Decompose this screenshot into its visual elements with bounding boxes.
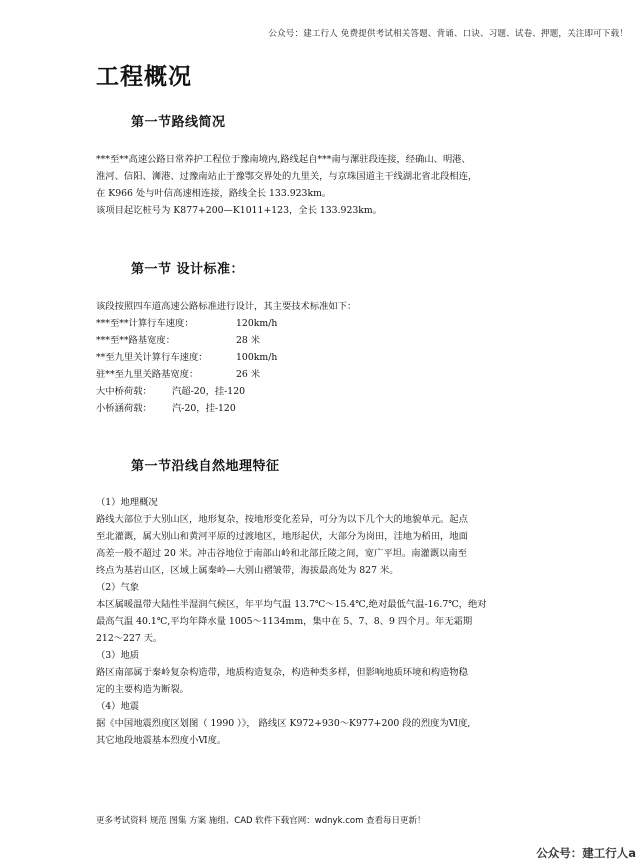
paragraph-line: 最高气温 40.1℃,平均年降水量 1005～1134mm，集中在 5、7、8、9 四个月。年无霜期	[96, 616, 473, 627]
paragraph-line: ***至**高速公路日常养护工程位于豫南境内,路线起自***南与漯驻段连接，经确山、明港、	[96, 154, 471, 165]
spec-label: ***至**路基宽度：	[96, 335, 176, 346]
load-label: 小桥涵荷载：	[96, 403, 152, 414]
paragraph-line: 其它地段地震基本烈度小Ⅵ度。	[96, 735, 227, 746]
paragraph-line: 淮河、信阳、浉港、过豫南站止于豫鄂交界处的九里关，与京珠国道主干线湖北省北段相连，	[96, 171, 478, 182]
paragraph-line: 定的主要构造为断裂。	[96, 684, 189, 695]
spec-row	[96, 332, 548, 349]
spec-row	[96, 349, 548, 366]
paragraph-line: 在 K966 处与叶信高速相连接，路线全长 133.923km。	[96, 188, 332, 199]
section-heading-route-overview: 第一节路线简况	[131, 115, 226, 130]
paragraph-line: 高差一般不超过 20 米。冲击谷地位于南部山岭和北部丘陵之间，宽广平坦。南灌溉以南至	[96, 548, 468, 559]
load-value: 汽-20，挂-120	[172, 403, 236, 414]
spec-label: **至九里关计算行车速度：	[96, 352, 208, 363]
paragraph-line: 路区南部属于秦岭复杂构造带，地质构造复杂，构造种类多样，但影响地质环境和构造物稳	[96, 667, 468, 678]
paragraph-line: （3）地质	[96, 650, 140, 661]
paragraph-line: 路线大部位于大别山区，地形复杂，按地形变化差异，可分为以下几个大的地貌单元。起点	[96, 514, 468, 525]
footer-note: 更多考试资料 规范 图集 方案 施组、CAD 软件下载官网：wdnyk.com 查看每日更新！	[96, 816, 426, 826]
natural-geography-block	[96, 494, 548, 749]
spec-label: ***至**计算行车速度：	[96, 318, 194, 329]
design-standards-block	[96, 298, 548, 417]
route-overview-paragraph	[96, 151, 548, 219]
brand-watermark: 公众号：建工行人a	[536, 846, 636, 860]
paragraph-line: （4）地震	[96, 701, 140, 712]
paragraph-line: 据《中国地震烈度区划图（ 1990 ）》， 路线区 K972+930～K977+200 段的烈度为Ⅵ度,	[96, 718, 471, 729]
spec-value: 28 米	[236, 335, 261, 346]
load-value: 汽超-20，挂-120	[172, 386, 246, 397]
spec-value: 100km/h	[236, 352, 278, 363]
spec-row	[96, 366, 548, 383]
load-row	[96, 383, 548, 400]
section-heading-design-standards: 第一节 设计标准：	[131, 262, 245, 277]
paragraph-line: 该项目起讫桩号为 K877+200—K1011+123，全长 133.923km。	[96, 205, 383, 216]
paragraph-line: 终点为基岩山区，区域上属秦岭—大别山褶皱带，海拔最高处为 827 米。	[96, 565, 399, 576]
spec-value: 26 米	[236, 369, 261, 380]
header-banner: 公众号：建工行人 免费提供考试相关答题、背诵、口诀、习题、试卷、押题，关注即可下载！	[268, 29, 628, 39]
paragraph-line: 至北灌溉，属大别山和黄河平原的过渡地区，地形起伏，大部分为岗田，洼地为稻田，地面	[96, 531, 468, 542]
paragraph-line: （1）地理概况	[96, 497, 158, 508]
section-heading-natural-geography: 第一节沿线自然地理特征	[131, 459, 280, 474]
paragraph-line: （2）气象	[96, 582, 140, 593]
spec-row	[96, 315, 548, 332]
spec-value: 120km/h	[236, 318, 278, 329]
standards-intro: 该段按照四车道高速公路标准进行设计，其主要技术标准如下：	[96, 301, 357, 312]
load-row	[96, 400, 548, 417]
paragraph-line: 本区属暖温带大陆性半湿润气候区，年平均气温 13.7℃～15.4℃,绝对最低气温-16.7℃，绝对	[96, 599, 487, 610]
load-label: 大中桥荷载：	[96, 386, 152, 397]
spec-label: 驻**至九里关路基宽度：	[96, 369, 199, 380]
paragraph-line: 212～227 天。	[96, 633, 163, 644]
page-title: 工程概况	[96, 64, 192, 90]
